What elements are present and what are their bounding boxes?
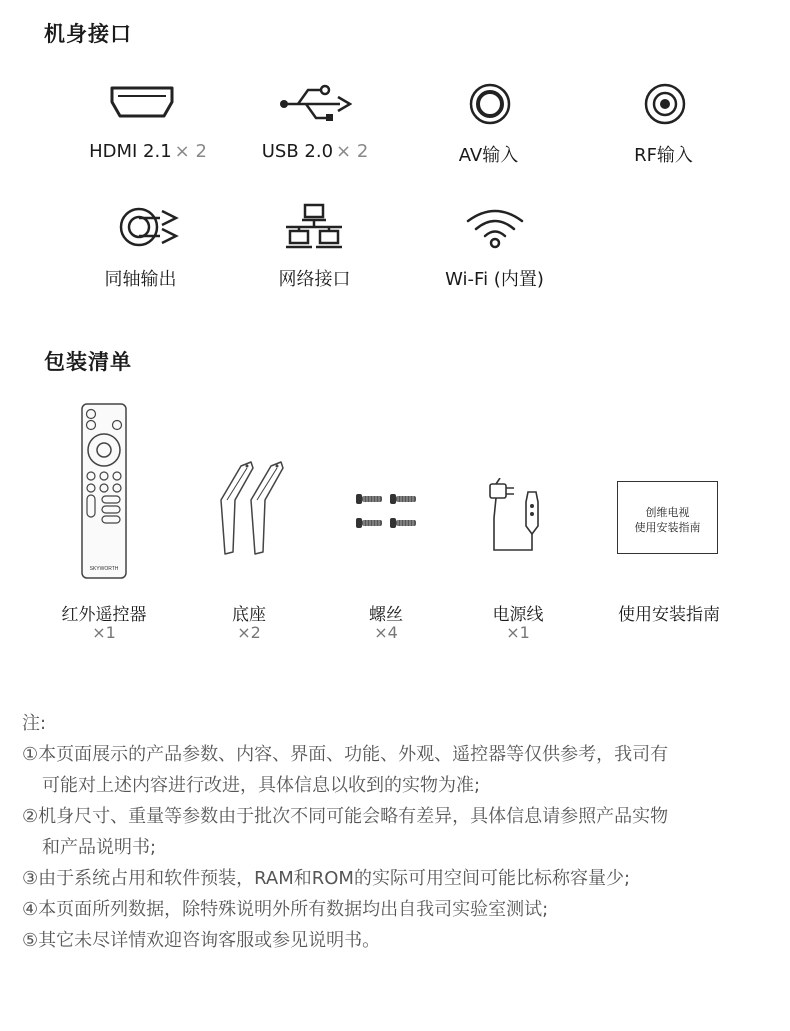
package-item-stand-name: 底座 — [232, 605, 266, 625]
package-item-cord-name: 电源线 — [492, 605, 544, 625]
note-line-1: ①本页面展示的产品参数、内容、界面、功能、外观、遥控器等仅供参考，我司有 — [22, 744, 669, 765]
port-label-coaxial: 同轴输出 — [104, 269, 177, 290]
port-label-rf: RF输入 — [634, 145, 693, 166]
manual-cover-line1: 创维电视 — [645, 506, 690, 519]
note-line-3: ③由于系统占用和软件预装，RAM和ROM的实际可用空间可能比标称容量少; — [22, 868, 631, 889]
package-item-manual-name: 使用安装指南 — [618, 605, 720, 625]
package-item-remote-name: 红外遥控器 — [61, 605, 147, 625]
note-line-2-cont: 和产品说明书; — [42, 837, 157, 858]
package-item-screws-name: 螺丝 — [369, 605, 403, 625]
remote-brand-label: SKYWORTH — [89, 566, 119, 572]
interfaces-title: 机身接口 — [44, 22, 132, 46]
power-cord-icon — [486, 478, 548, 554]
hdmi-port-icon — [108, 84, 176, 120]
note-line-5: ⑤其它未尽详情欢迎咨询客服或参见说明书。 — [22, 930, 381, 951]
port-label-av: AV输入 — [458, 145, 519, 166]
package-item-cord-qty: ×1 — [506, 623, 530, 642]
port-label-wifi: Wi-Fi (内置) — [445, 269, 544, 290]
manual-icon — [617, 481, 718, 554]
coaxial-output-icon — [118, 206, 182, 248]
av-input-icon — [468, 82, 512, 126]
usb-icon — [278, 84, 352, 124]
package-title: 包装清单 — [44, 350, 132, 374]
wifi-icon — [464, 207, 526, 249]
notes-section — [22, 708, 772, 956]
screws-icon — [354, 490, 420, 532]
manual-cover-line2: 使用安装指南 — [634, 521, 701, 534]
ethernet-icon — [284, 203, 344, 251]
stand-legs-icon — [213, 460, 289, 560]
note-line-1-cont: 可能对上述内容进行改进，具体信息以收到的实物为准; — [42, 775, 481, 796]
port-label-hdmi: HDMI 2.1 × 2 — [89, 141, 207, 162]
port-label-ethernet: 网络接口 — [278, 269, 351, 290]
notes-heading: 注: — [22, 713, 47, 734]
port-label-usb: USB 2.0 × 2 — [261, 141, 369, 162]
note-line-4: ④本页面所列数据，除特殊说明外所有数据均出自我司实验室测试; — [22, 899, 549, 920]
package-item-screws-qty: ×4 — [374, 623, 398, 642]
rf-input-icon — [643, 82, 687, 126]
package-item-remote-qty: ×1 — [92, 623, 116, 642]
package-item-stand-qty: ×2 — [237, 623, 261, 642]
remote-control-icon — [80, 402, 128, 580]
note-line-2: ②机身尺寸、重量等参数由于批次不同可能会略有差异，具体信息请参照产品实物 — [22, 806, 669, 827]
